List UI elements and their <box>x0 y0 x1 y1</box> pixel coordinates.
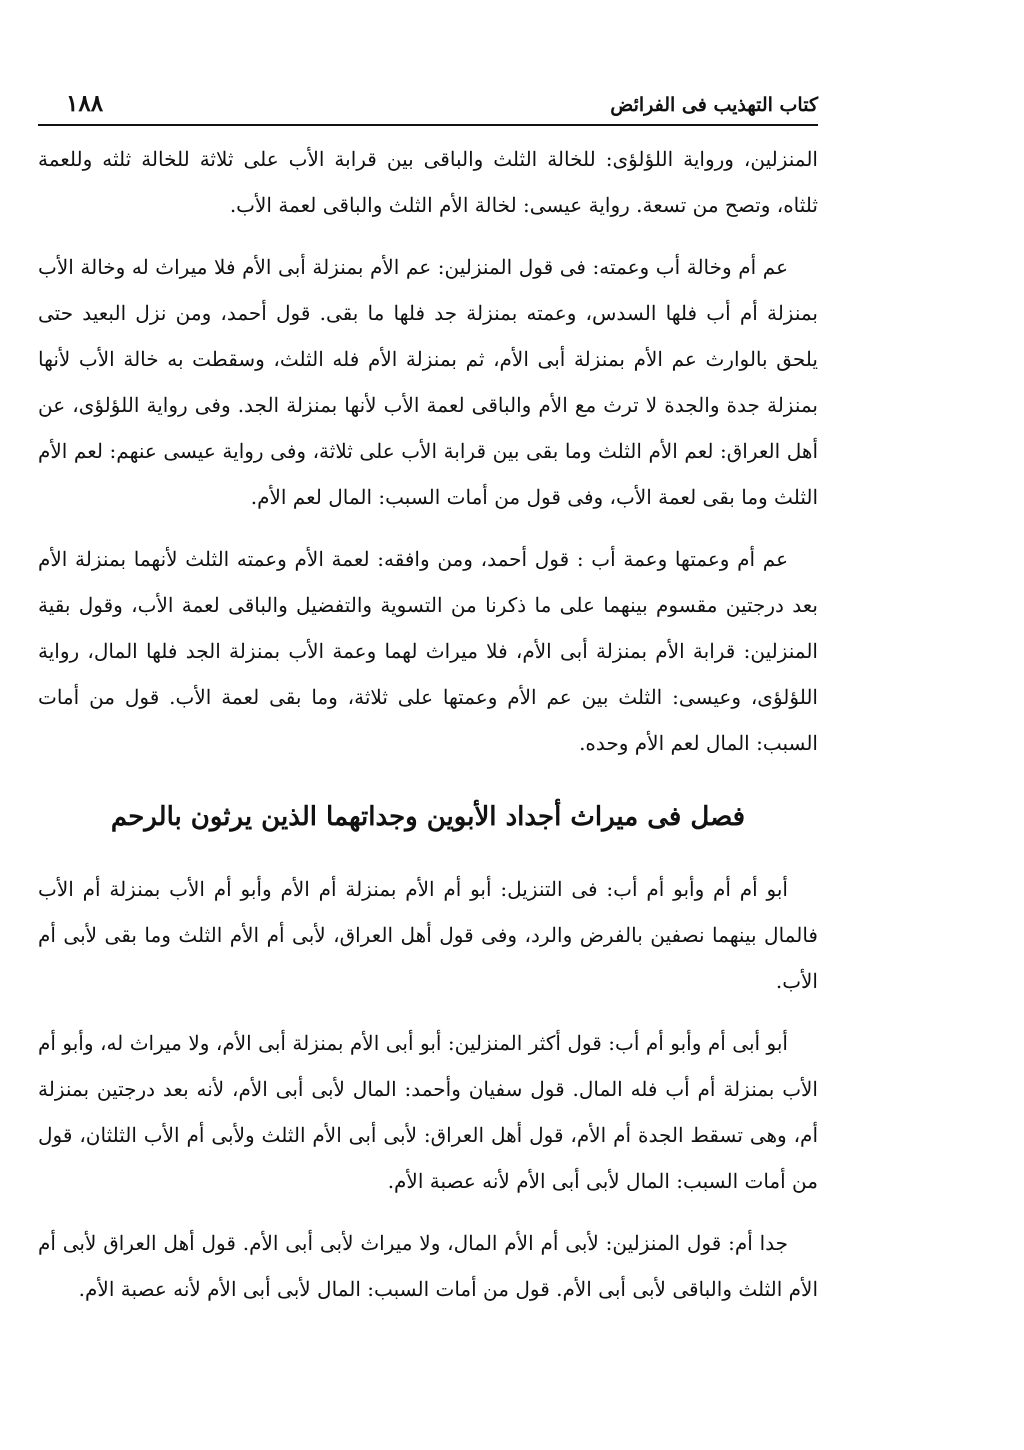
paragraph-continuation: المنزلين، ورواية اللؤلؤى: للخالة الثلث والباقى بين قرابة الأب على ثلاثة للخالة ثلثه وللعمة ثلثاه، وتصح من تسعة. رواية عيسى: لخالة الأم الثلث والباقى لعمة الأب. <box>38 147 818 217</box>
section-heading: فصل فى ميراث أجداد الأبوين وجداتهما الذين يرثون بالرحم <box>110 802 746 832</box>
paragraph <box>38 536 818 766</box>
paragraph-text: أبو أم أم وأبو أم أب: فى التنزيل: أبو أم الأم بمنزلة أم الأم وأبو أم الأب بمنزلة أم الأب فالمال بينهما نصفين بالفرض والرد، وفى قول أهل العراق، لأبى أم الأم الثلث وما بقى لأبى أم الأب. <box>38 877 818 993</box>
paragraph <box>38 1220 818 1312</box>
paragraph-text: جدا أم: قول المنزلين: لأبى أم الأم المال، ولا ميراث لأبى أبى الأم. قول أهل العراق لأبى أم الأم الثلث والباقى لأبى أبى الأم. قول من أمات السبب: المال لأبى أبى الأم لأنه عصبة الأم. <box>38 1231 818 1301</box>
book-title: كتاب التهذيب فى الفرائض <box>610 94 818 116</box>
paragraph <box>38 866 818 1004</box>
paragraph-text: عم أم وخالة أب وعمته: فى قول المنزلين: عم الأم بمنزلة أبى الأم فلا ميراث له وخالة الأب بمنزلة أم أب فلها السدس، وعمته بمنزلة جد فلها ما بقى. قول أحمد، ومن نزل البعيد حتى يلحق بالوارث عم الأم بمنزلة أبى الأم، ثم بمنزلة الأم فله الثلث، وسقطت به خالة الأب لأنها بمنزلة جدة والجدة لا ترث مع الأم والباقى لعمة الأب لأنها بمنزلة الجد. وفى رواية اللؤلؤى، عن أهل العراق: لعم الأم الثلث وما بقى بين قرابة الأب على ثلاثة، وفى رواية عيسى عنهم: لعم الأم الثلث وما بقى لعمة الأب، وفى قول من أمات السبب: المال لعم الأم. <box>38 255 819 509</box>
book-page <box>38 86 818 1312</box>
paragraph-text: عم أم وعمتها وعمة أب : قول أحمد، ومن وافقه: لعمة الأم وعمته الثلث لأنهما بمنزلة الأم بعد درجتين مقسوم بينهما على ما ذكرنا من التسوية والتفضيل والباقى لعمة الأب، وقول بقية المنزلين: قرابة الأم بمنزلة أبى الأم، فلا ميراث لهما وعمة الأب بمنزلة الجد فلها المال، رواية اللؤلؤى، وعيسى: الثلث بين عم الأم وعمتها على ثلاثة، وما بقى لعمة الأب. قول من أمات السبب: المال لعم الأم وحده. <box>38 547 818 755</box>
running-header <box>38 86 818 126</box>
paragraph <box>38 244 818 520</box>
paragraph-text: أبو أبى أم وأبو أم أب: قول أكثر المنزلين: أبو أبى الأم بمنزلة أبى الأم، ولا ميراث له، وأبو أم الأب بمنزلة أم أب فله المال. قول سفيان وأحمد: المال لأبى أبى الأم، لأنه بعد درجتين بمنزلة أم، وهى تسقط الجدة أم الأم، قول أهل العراق: لأبى أبى الأم الثلث ولأبى أم الأب الثلثان، قول من أمات السبب: المال لأبى أبى الأم لأنه عصبة الأم. <box>38 1031 818 1193</box>
page-number: ١٨٨ <box>66 90 104 117</box>
paragraph <box>38 1020 818 1204</box>
